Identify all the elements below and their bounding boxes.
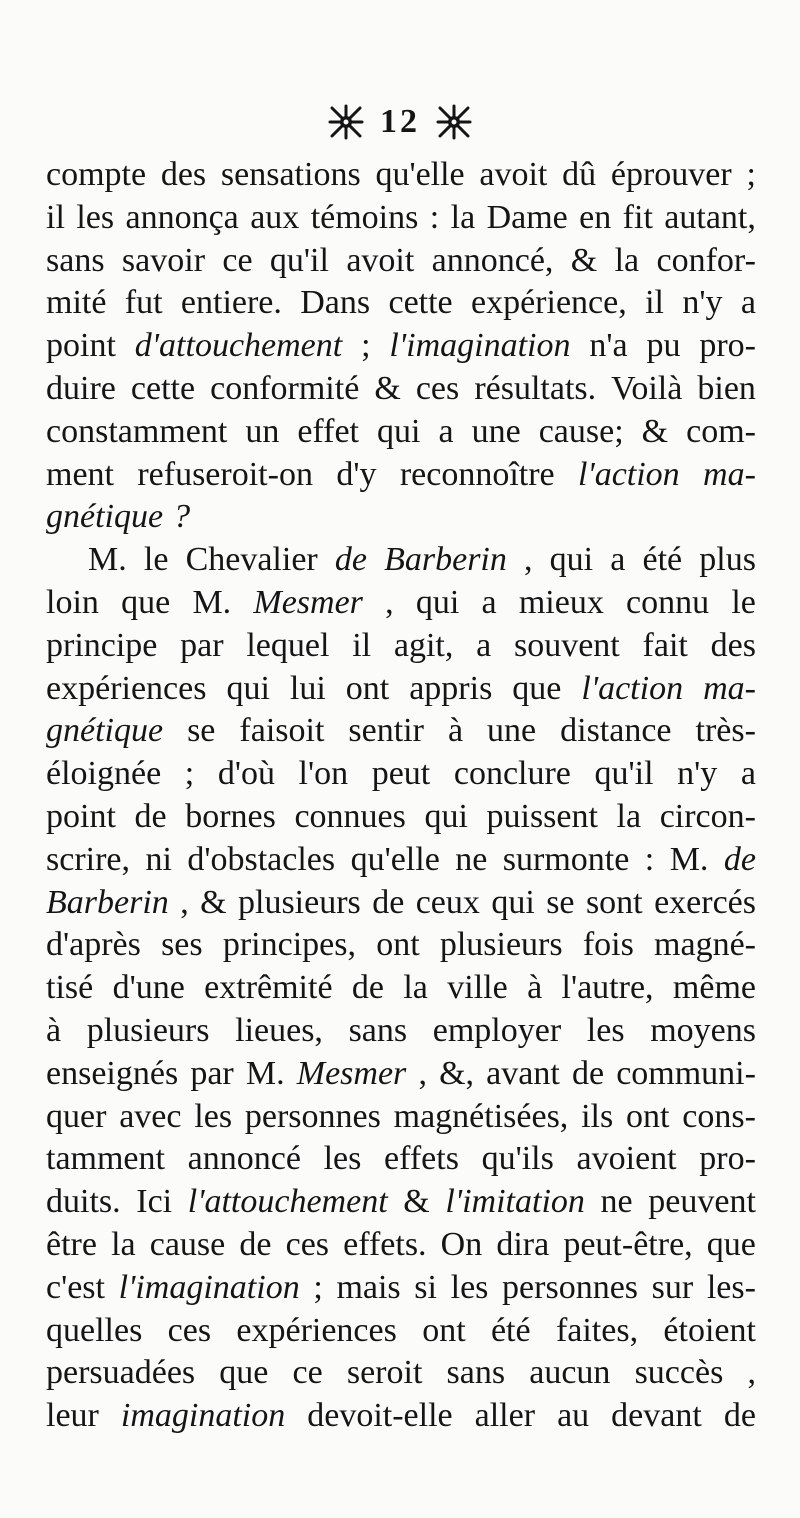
word: annonça bbox=[125, 198, 239, 236]
word: a bbox=[610, 541, 626, 579]
word: ni bbox=[145, 840, 172, 878]
word: ont bbox=[376, 926, 420, 964]
word: leur bbox=[46, 1397, 99, 1435]
word: avoit bbox=[346, 241, 415, 279]
word: tamment bbox=[46, 1140, 165, 1178]
word: éprouver bbox=[610, 156, 732, 193]
word: les bbox=[450, 1268, 489, 1306]
word: pro- bbox=[699, 327, 756, 365]
word: témoins bbox=[310, 198, 419, 236]
word: aux bbox=[250, 198, 300, 236]
word: M. bbox=[88, 541, 127, 579]
word: d'après bbox=[46, 926, 141, 964]
word: que bbox=[706, 1225, 756, 1263]
word: qu'il bbox=[269, 241, 329, 279]
word: ont bbox=[422, 1311, 466, 1349]
word: ont bbox=[345, 669, 390, 707]
word: fit bbox=[622, 198, 653, 236]
text-line bbox=[46, 496, 756, 539]
word: On bbox=[440, 1225, 483, 1263]
word: de bbox=[134, 797, 167, 835]
word: la bbox=[450, 198, 476, 236]
word: à bbox=[527, 969, 543, 1007]
word: & bbox=[570, 241, 598, 279]
word: mieux bbox=[518, 583, 604, 621]
word: ; bbox=[184, 755, 195, 793]
word: fois bbox=[582, 926, 634, 964]
word: étoient bbox=[663, 1311, 756, 1349]
text-line bbox=[46, 154, 756, 197]
word: refuseroit-on bbox=[137, 455, 313, 493]
word: effets. bbox=[343, 1225, 427, 1263]
word: l'imagination bbox=[118, 1268, 300, 1306]
word: Barberin bbox=[46, 883, 169, 921]
word: ceux bbox=[415, 883, 480, 921]
word: communi- bbox=[616, 1054, 756, 1092]
word: si bbox=[414, 1268, 437, 1306]
word: ces bbox=[167, 1311, 212, 1349]
word: reconnoître bbox=[399, 455, 555, 493]
word: quelles bbox=[46, 1311, 143, 1349]
word: magné- bbox=[654, 926, 756, 964]
word: de bbox=[239, 1225, 272, 1263]
word: a bbox=[740, 755, 756, 793]
word: M. bbox=[245, 1054, 285, 1092]
word: les bbox=[586, 1011, 625, 1049]
word: que bbox=[121, 583, 171, 621]
word: M. bbox=[669, 840, 709, 878]
word: sensations bbox=[220, 156, 361, 193]
word: sont bbox=[585, 883, 643, 921]
word: qu'il bbox=[594, 755, 654, 793]
word: cette bbox=[388, 284, 453, 322]
word: l'autre, bbox=[561, 969, 654, 1007]
word: puissent bbox=[486, 797, 598, 835]
word: & bbox=[200, 883, 227, 921]
word: la bbox=[614, 241, 640, 279]
word: d'y bbox=[336, 455, 377, 493]
word: pro- bbox=[699, 1140, 756, 1178]
floral-ornament-icon bbox=[326, 102, 366, 142]
word: ces bbox=[415, 369, 460, 407]
word: cause; bbox=[538, 412, 624, 450]
word: peut-être, bbox=[563, 1225, 693, 1263]
word: la bbox=[111, 1225, 136, 1263]
word: souvent bbox=[513, 626, 620, 664]
word: sans bbox=[348, 1011, 408, 1049]
text-line bbox=[46, 967, 756, 1010]
word: Dame bbox=[486, 198, 568, 236]
word: Mesmer bbox=[253, 583, 363, 621]
word: lui bbox=[289, 669, 326, 707]
word: connu bbox=[626, 583, 710, 621]
word: les bbox=[194, 1097, 233, 1135]
word: principe bbox=[46, 626, 158, 664]
word: une bbox=[487, 712, 537, 750]
word: gnétique bbox=[46, 498, 164, 536]
word: agit, bbox=[393, 626, 454, 664]
word: , bbox=[180, 883, 189, 921]
word: ces bbox=[285, 1225, 330, 1263]
text-line bbox=[46, 240, 756, 283]
word: ce bbox=[222, 241, 253, 279]
text-line bbox=[46, 753, 756, 796]
word: de bbox=[571, 1054, 605, 1092]
text-line bbox=[46, 668, 756, 711]
word: avoit bbox=[479, 156, 548, 193]
text-line bbox=[46, 368, 756, 411]
word: ? bbox=[173, 498, 191, 536]
word: point bbox=[46, 797, 116, 835]
word: qui bbox=[377, 412, 421, 450]
word: ment bbox=[46, 455, 114, 493]
word: que bbox=[219, 1354, 269, 1392]
text-line bbox=[46, 710, 756, 753]
word: avant bbox=[486, 1054, 560, 1092]
word: expériences bbox=[46, 669, 207, 707]
word: ma- bbox=[703, 455, 756, 493]
word: qui bbox=[415, 583, 460, 621]
word: plusieurs bbox=[439, 926, 563, 964]
word: cause bbox=[149, 1225, 226, 1263]
word: il bbox=[645, 284, 664, 322]
word: d'une bbox=[112, 969, 185, 1007]
word: par bbox=[180, 626, 224, 664]
word: conformité bbox=[210, 369, 360, 407]
word: com- bbox=[686, 412, 756, 450]
word: a bbox=[476, 626, 492, 664]
word: , bbox=[524, 541, 533, 579]
word: Ici bbox=[136, 1183, 173, 1221]
word: magnétisées, bbox=[393, 1097, 569, 1135]
word: ils bbox=[581, 1097, 614, 1135]
word: de bbox=[334, 541, 367, 579]
word: effets bbox=[384, 1140, 459, 1178]
word: faites, bbox=[555, 1311, 639, 1349]
word: ma- bbox=[703, 669, 756, 707]
word: été bbox=[490, 1311, 531, 1349]
word: une bbox=[471, 412, 521, 450]
word: sans bbox=[46, 241, 105, 279]
word: sentir bbox=[348, 712, 424, 750]
word: , bbox=[418, 1054, 427, 1092]
word: fut bbox=[124, 284, 163, 322]
word: duits. bbox=[46, 1183, 121, 1221]
word: cette bbox=[130, 369, 196, 407]
word: duire bbox=[46, 369, 116, 407]
word: mité bbox=[46, 284, 107, 322]
word: de bbox=[723, 1397, 756, 1435]
word: dira bbox=[496, 1225, 550, 1263]
word: ; bbox=[313, 1268, 323, 1306]
word: annoncé bbox=[187, 1140, 301, 1178]
word: cons- bbox=[682, 1097, 756, 1135]
word: imagination bbox=[120, 1397, 286, 1435]
word: appris bbox=[409, 669, 493, 707]
word: aller bbox=[474, 1397, 536, 1435]
body-text bbox=[46, 154, 756, 1438]
word: qui bbox=[424, 797, 468, 835]
word: n'y bbox=[682, 284, 723, 322]
word: Barberin bbox=[384, 541, 507, 579]
word: employer bbox=[432, 1011, 562, 1049]
word: éloignée bbox=[46, 755, 162, 793]
word: plusieurs bbox=[238, 883, 361, 921]
word: expérience, bbox=[471, 284, 627, 322]
text-line bbox=[46, 1053, 756, 1096]
word: personnes bbox=[244, 1097, 381, 1135]
word: extrêmité bbox=[204, 969, 333, 1007]
word: persuadées bbox=[46, 1354, 196, 1392]
text-line bbox=[46, 1310, 756, 1353]
word: la bbox=[403, 969, 428, 1007]
word: plusieurs bbox=[86, 1011, 210, 1049]
word: tisé bbox=[46, 969, 94, 1007]
word: d'attouchement bbox=[134, 327, 343, 365]
floral-ornament-icon bbox=[434, 102, 474, 142]
word: : bbox=[429, 198, 440, 236]
word: exercés bbox=[654, 883, 756, 921]
word: ce bbox=[292, 1354, 323, 1392]
word: de bbox=[351, 969, 384, 1007]
word: point bbox=[46, 327, 116, 365]
word: la bbox=[616, 797, 642, 835]
word: qu'elle bbox=[350, 840, 440, 878]
word: surmonte bbox=[502, 840, 630, 878]
word: l'action bbox=[581, 669, 684, 707]
text-line bbox=[46, 539, 756, 582]
word: gnétique bbox=[46, 712, 164, 750]
word: circon- bbox=[659, 797, 756, 835]
text-line bbox=[46, 796, 756, 839]
word: ; bbox=[746, 156, 756, 193]
word: l'on bbox=[298, 755, 349, 793]
text-line bbox=[46, 325, 756, 368]
word: ; bbox=[361, 327, 371, 365]
text-line bbox=[46, 1010, 756, 1053]
word: être bbox=[46, 1225, 97, 1263]
word: effet bbox=[297, 412, 359, 450]
text-line bbox=[46, 839, 756, 882]
word: personnes bbox=[502, 1268, 639, 1306]
word: n'a bbox=[589, 327, 628, 365]
word: n'y bbox=[677, 755, 718, 793]
word: qui bbox=[491, 883, 535, 921]
word: peut bbox=[371, 755, 431, 793]
text-line bbox=[46, 1096, 756, 1139]
text-line bbox=[46, 1138, 756, 1181]
word: l'action bbox=[577, 455, 680, 493]
word: confor- bbox=[656, 241, 756, 279]
word: faisoit bbox=[239, 712, 325, 750]
word: pu bbox=[646, 327, 681, 365]
word: &, bbox=[439, 1054, 475, 1092]
text-line bbox=[46, 1224, 756, 1267]
word: au bbox=[557, 1397, 590, 1435]
page-number: 12 bbox=[380, 103, 420, 140]
word: lequel bbox=[246, 626, 330, 664]
word: a bbox=[740, 284, 756, 322]
text-line bbox=[46, 1395, 756, 1438]
word: à bbox=[447, 712, 464, 750]
word: quer bbox=[46, 1097, 107, 1135]
word: bien bbox=[697, 369, 756, 407]
word: il bbox=[46, 198, 65, 236]
word: l'attouchement bbox=[187, 1183, 388, 1221]
word: devoit-elle bbox=[307, 1397, 453, 1435]
text-line bbox=[46, 411, 756, 454]
word: l'imitation bbox=[445, 1183, 585, 1221]
word: par bbox=[190, 1054, 234, 1092]
word: , bbox=[385, 583, 394, 621]
word: été bbox=[642, 541, 683, 579]
text-line bbox=[46, 1181, 756, 1224]
text-line bbox=[46, 882, 756, 925]
word: & bbox=[641, 412, 669, 450]
word: les bbox=[76, 198, 115, 236]
word: qu'ils bbox=[481, 1140, 554, 1178]
word: sur bbox=[651, 1268, 694, 1306]
word: annoncé, bbox=[431, 241, 554, 279]
word: sans bbox=[446, 1354, 506, 1392]
word: d'où bbox=[217, 755, 275, 793]
word: connues bbox=[294, 797, 406, 835]
word: l'imagination bbox=[389, 327, 571, 365]
word: se bbox=[546, 883, 575, 921]
word: Voilà bbox=[611, 369, 683, 407]
text-line bbox=[46, 582, 756, 625]
word: fait bbox=[642, 626, 688, 664]
word: Chevalier bbox=[185, 541, 318, 579]
word: plus bbox=[699, 541, 756, 579]
text-line bbox=[46, 924, 756, 967]
word: a bbox=[438, 412, 454, 450]
text-line bbox=[46, 1267, 756, 1310]
word: des bbox=[710, 626, 756, 664]
word: M. bbox=[192, 583, 232, 621]
word: il bbox=[352, 626, 372, 664]
word: dû bbox=[562, 156, 597, 193]
word: de bbox=[723, 840, 756, 878]
word: compte bbox=[46, 156, 147, 193]
text-line bbox=[46, 1352, 756, 1395]
word: résultats. bbox=[474, 369, 597, 407]
text-line bbox=[46, 454, 756, 497]
word: enseignés bbox=[46, 1054, 179, 1092]
text-line bbox=[46, 197, 756, 240]
word: principes, bbox=[222, 926, 356, 964]
word: scrire, bbox=[46, 840, 131, 878]
word: Dans bbox=[300, 284, 371, 322]
word: le bbox=[143, 541, 169, 579]
word: ne bbox=[600, 1183, 633, 1221]
word: un bbox=[245, 412, 280, 450]
word: des bbox=[160, 156, 207, 193]
word: & bbox=[374, 369, 401, 407]
word: conclure bbox=[453, 755, 571, 793]
word: lieues, bbox=[235, 1011, 323, 1049]
word: qu'elle bbox=[375, 156, 465, 193]
text-line bbox=[46, 282, 756, 325]
word: même bbox=[672, 969, 756, 1007]
word: ses bbox=[161, 926, 203, 964]
word: loin bbox=[46, 583, 99, 621]
word: les- bbox=[706, 1268, 756, 1306]
word: se bbox=[187, 712, 216, 750]
word: seroit bbox=[346, 1354, 423, 1392]
word: expériences bbox=[236, 1311, 397, 1349]
word: qui bbox=[226, 669, 270, 707]
word: très- bbox=[695, 712, 756, 750]
word: ne bbox=[455, 840, 488, 878]
word: : bbox=[644, 840, 655, 878]
word: Mesmer bbox=[296, 1054, 407, 1092]
word: autant, bbox=[664, 198, 756, 236]
word: ont bbox=[626, 1097, 670, 1135]
text-line bbox=[46, 625, 756, 668]
word: les bbox=[323, 1140, 362, 1178]
word: de bbox=[372, 883, 405, 921]
word: avec bbox=[119, 1097, 182, 1135]
word: d'obstacles bbox=[187, 840, 336, 878]
word: constamment bbox=[46, 412, 228, 450]
word: que bbox=[512, 669, 562, 707]
word: bornes bbox=[185, 797, 276, 835]
word: mais bbox=[336, 1268, 401, 1306]
word: aucun bbox=[529, 1354, 611, 1392]
word: en bbox=[579, 198, 612, 236]
word: peuvent bbox=[648, 1183, 756, 1221]
word: qui bbox=[549, 541, 594, 579]
word: à bbox=[46, 1011, 62, 1049]
word: avoient bbox=[576, 1140, 677, 1178]
page-header bbox=[0, 98, 800, 146]
word: distance bbox=[560, 712, 672, 750]
word: ville bbox=[447, 969, 508, 1007]
word: le bbox=[731, 583, 756, 621]
word: entiere. bbox=[180, 284, 282, 322]
word: & bbox=[403, 1183, 430, 1221]
word: succès bbox=[634, 1354, 724, 1392]
word: , bbox=[747, 1354, 756, 1392]
word: moyens bbox=[650, 1011, 756, 1049]
word: c'est bbox=[46, 1268, 105, 1306]
word: devant bbox=[611, 1397, 702, 1435]
word: a bbox=[481, 583, 497, 621]
word: savoir bbox=[121, 241, 206, 279]
